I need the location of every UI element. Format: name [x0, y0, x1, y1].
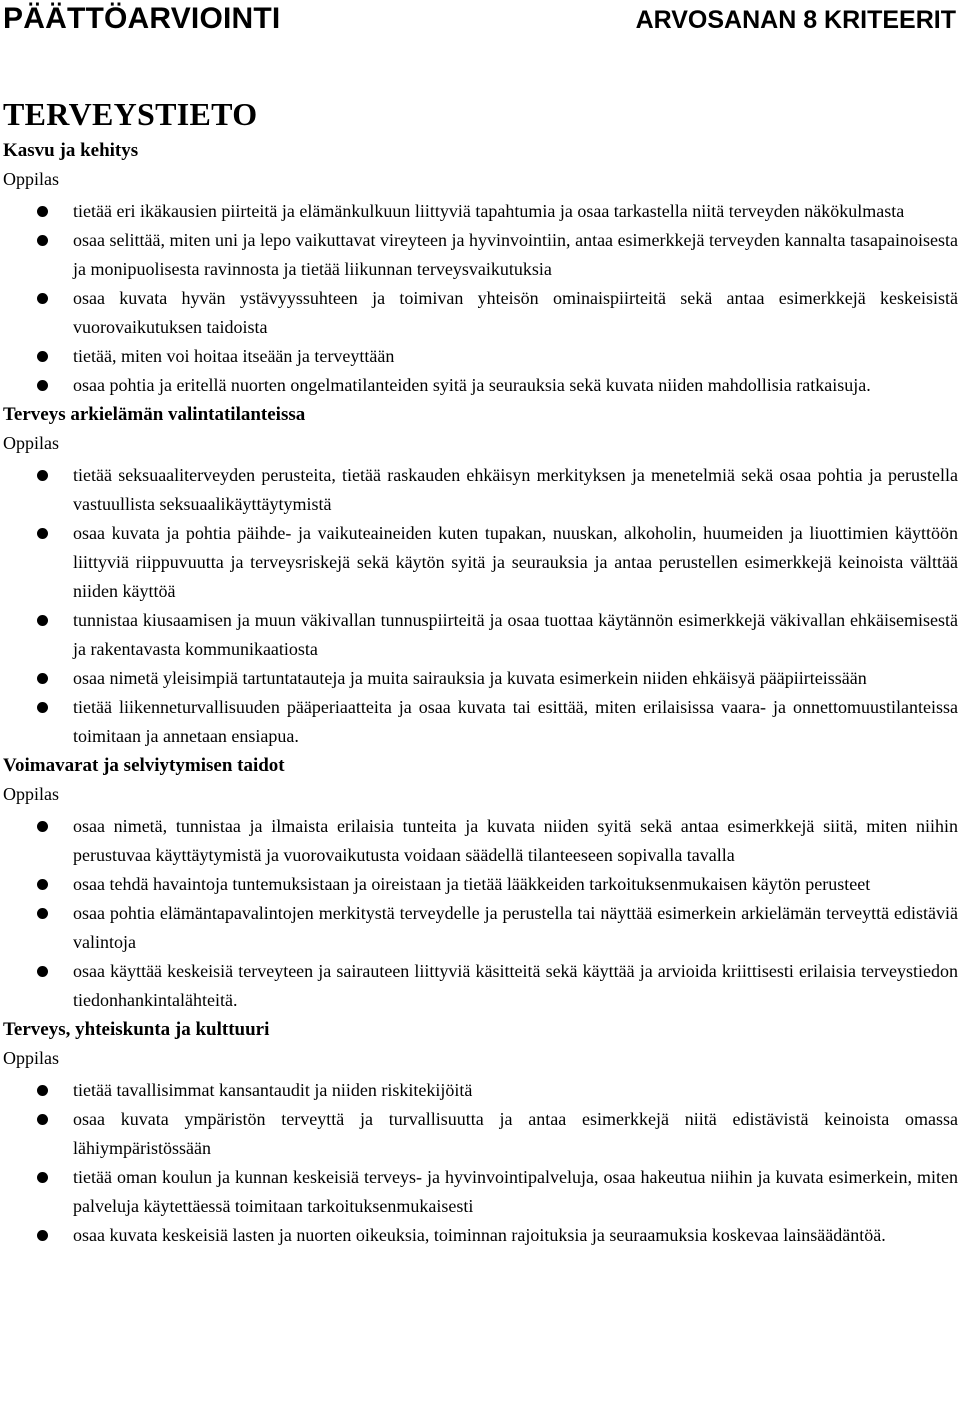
list-item-text: osaa pohtia elämäntapavalintojen merkitystä terveydelle ja perustella tai näyttää esimerkein arkielämän terveyttä edistäviä valintoja [73, 903, 958, 952]
bullet-icon [37, 821, 48, 832]
section-heading: Terveys, yhteiskunta ja kulttuuri [3, 1019, 270, 1040]
list-item [3, 284, 958, 342]
bullet-icon [37, 1172, 48, 1183]
list-item-text: tietää seksuaaliterveyden perusteita, tietää raskauden ehkäisyn merkityksen ja menetelmiä sekä osaa pohtia ja perustella vastuullista seksuaalikäyttäytymistä [73, 465, 958, 514]
list-item [3, 197, 958, 226]
section [3, 136, 958, 400]
list-item [3, 342, 958, 371]
bullet-icon [37, 966, 48, 977]
section-lead: Oppilas [3, 784, 59, 804]
list-item-text: osaa kuvata ympäristön terveyttä ja turvallisuutta ja antaa esimerkkejä niitä edistävistä keinoista omassa lähiympäristössään [73, 1109, 958, 1158]
list-item-text: osaa nimetä yleisimpiä tartuntatauteja ja muita sairauksia ja kuvata esimerkein niiden ehkäisyä pääpiirteissään [73, 668, 867, 688]
section-heading: Kasvu ja kehitys [3, 140, 139, 161]
list-item [3, 870, 958, 899]
list-item [3, 693, 958, 751]
list-item-text: tietää oman koulun ja kunnan keskeisiä terveys- ja hyvinvointipalveluja, osaa hakeutua niihin ja kuvata esimerkein, miten palveluja käytettäessä toimitaan tarkoituksenmukaisesti [73, 1167, 958, 1216]
bullet-icon [37, 206, 48, 217]
list-item-text: tietää eri ikäkausien piirteitä ja elämänkulkuun liittyviä tapahtumia ja osaa tarkastella niitä terveyden näkökulmasta [73, 201, 905, 221]
document-title: TERVEYSTIETO [3, 96, 258, 132]
list-item [3, 371, 958, 400]
list-item [3, 461, 958, 519]
section-lead: Oppilas [3, 1048, 59, 1068]
list-item [3, 899, 958, 957]
bullet-icon [37, 293, 48, 304]
list-item [3, 1105, 958, 1163]
list-item [3, 606, 958, 664]
list-item-text: osaa kuvata ja pohtia päihde- ja vaikuteaineiden kuten tupakan, nuuskan, alkoholin, huumeiden ja liuottimien käyttöön liittyviä riippuvuutta ja terveysriskejä sekä käytön syitä ja seurauksia ja antaa perustellen esimerkkejä keinoista välttää niiden käyttöä [73, 523, 958, 601]
list-item [3, 1163, 958, 1221]
list-item-text: osaa nimetä, tunnistaa ja ilmaista erilaisia tunteita ja kuvata niiden syitä sekä antaa esimerkkejä siitä, miten niihin perustuvaa käyttäytymistä ja vuorovaikutusta voidaan säädellä tilanteeseen sopivalla tavalla [73, 816, 958, 865]
list-item [3, 957, 958, 1015]
list-item-text: osaa kuvata hyvän ystävyyssuhteen ja toimivan yhteisön ominaispiirteitä sekä antaa esimerkkejä keskeisistä vuorovaikutuksen taidoista [73, 288, 958, 337]
list-item-text: tunnistaa kiusaamisen ja muun väkivallan tunnuspiirteitä ja osaa tuottaa käytännön esimerkkejä väkivallan ehkäisemisestä ja rakentavasta kommunikaatiosta [73, 610, 958, 659]
list-item-text: osaa kuvata keskeisiä lasten ja nuorten oikeuksia, toiminnan rajoituksia ja seuraamuksia koskevaa lainsäädäntöä. [73, 1225, 886, 1245]
header-title: PÄÄTTÖARVIOINTI [3, 2, 281, 35]
list-item [3, 664, 958, 693]
page-header [0, 0, 960, 40]
criteria-list [3, 1073, 958, 1250]
bullet-icon [37, 235, 48, 246]
bullet-icon [37, 615, 48, 626]
bullet-icon [37, 380, 48, 391]
list-item [3, 1076, 958, 1105]
criteria-list [3, 809, 958, 1015]
list-item [3, 519, 958, 606]
bullet-icon [37, 673, 48, 684]
section-heading: Voimavarat ja selviytymisen taidot [3, 755, 285, 776]
bullet-icon [37, 528, 48, 539]
list-item-text: tietää tavallisimmat kansantaudit ja niiden riskitekijöitä [73, 1080, 473, 1100]
header-subtitle: ARVOSANAN 8 KRITEERIT [635, 6, 956, 34]
section-heading: Terveys arkielämän valintatilanteissa [3, 404, 306, 425]
section [3, 1015, 958, 1250]
bullet-icon [37, 879, 48, 890]
bullet-icon [37, 1085, 48, 1096]
list-item-text: osaa pohtia ja eritellä nuorten ongelmatilanteiden syitä ja seurauksia sekä kuvata niiden mahdollisia ratkaisuja. [73, 375, 871, 395]
document-body [3, 136, 958, 1250]
bullet-icon [37, 351, 48, 362]
list-item [3, 1221, 958, 1250]
bullet-icon [37, 470, 48, 481]
criteria-list [3, 458, 958, 751]
list-item [3, 226, 958, 284]
list-item-text: tietää, miten voi hoitaa itseään ja terveyttään [73, 346, 395, 366]
bullet-icon [37, 1114, 48, 1125]
bullet-icon [37, 908, 48, 919]
list-item-text: osaa tehdä havaintoja tuntemuksistaan ja oireistaan ja tietää lääkkeiden tarkoituksenmukaisen käytön perusteet [73, 874, 871, 894]
list-item-text: osaa käyttää keskeisiä terveyteen ja sairauteen liittyviä käsitteitä sekä käyttää ja arvioida kriittisesti erilaisia terveystiedon tiedonhankintalähteitä. [73, 961, 958, 1010]
list-item [3, 812, 958, 870]
section-lead: Oppilas [3, 433, 59, 453]
section-lead: Oppilas [3, 169, 59, 189]
bullet-icon [37, 1230, 48, 1241]
criteria-list [3, 194, 958, 400]
list-item-text: tietää liikenneturvallisuuden pääperiaatteita ja osaa kuvata tai esittää, miten erilaisissa vaara- ja onnettomuustilanteissa toimitaan ja annetaan ensiapua. [73, 697, 958, 746]
section [3, 751, 958, 1015]
section [3, 400, 958, 751]
list-item-text: osaa selittää, miten uni ja lepo vaikuttavat vireyteen ja hyvinvointiin, antaa esimerkkejä terveyden kannalta tasapainoisesta ja monipuolisesta ravinnosta ja tietää liikunnan terveysvaikutuksia [73, 230, 958, 279]
bullet-icon [37, 702, 48, 713]
